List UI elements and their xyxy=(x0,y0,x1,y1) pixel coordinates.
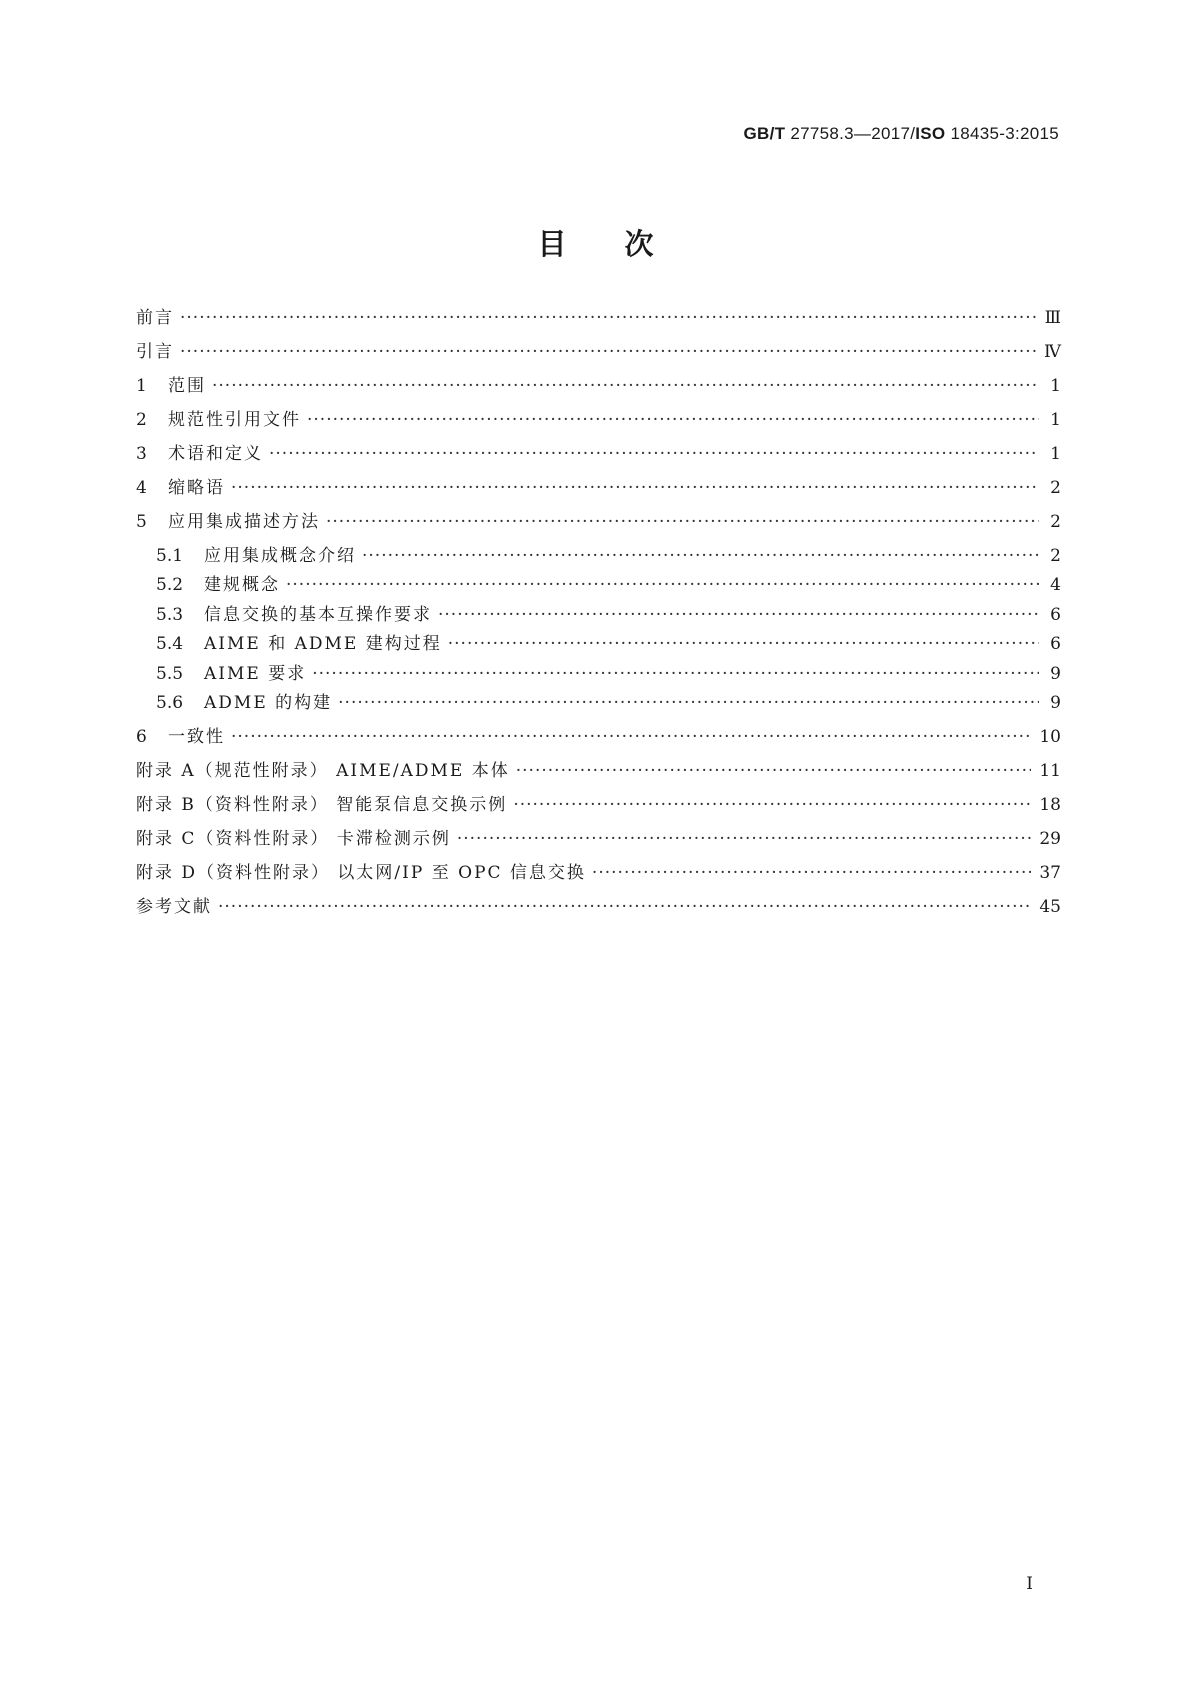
toc-entry-page: 37 xyxy=(1039,863,1061,883)
toc-entry-page: 2 xyxy=(1050,512,1061,532)
toc-entry-5-6[interactable] xyxy=(156,690,1061,716)
toc-entry-bibliography[interactable] xyxy=(136,894,1061,920)
page-title: 目次 xyxy=(537,227,712,261)
leader-dots xyxy=(448,631,1039,657)
leader-dots xyxy=(286,572,1039,598)
toc-entry-number: 5 xyxy=(136,512,147,532)
toc-entry-page: 9 xyxy=(1050,693,1061,713)
toc-entry-5-4[interactable] xyxy=(156,631,1061,657)
toc-entry-annex-d[interactable] xyxy=(136,860,1061,886)
toc-entry-annex-c[interactable] xyxy=(136,826,1061,852)
page-number: I xyxy=(1026,1574,1033,1594)
toc-entry-number: 3 xyxy=(136,444,147,464)
toc-entry-page: 4 xyxy=(1050,575,1061,595)
leader-dots xyxy=(312,661,1039,687)
toc-entry-5-2[interactable] xyxy=(156,572,1061,598)
toc-entry-page: 1 xyxy=(1050,410,1061,430)
toc-entry-page: 29 xyxy=(1039,829,1061,849)
toc-entry-number: 6 xyxy=(136,727,147,747)
toc-entry-number: 5.1 xyxy=(156,546,184,566)
leader-dots xyxy=(231,724,1031,750)
toc-entry-number: 5.6 xyxy=(156,693,184,713)
toc-entry-page: Ⅲ xyxy=(1044,308,1061,328)
toc-entry-label: AIME 和 ADME 建构过程 xyxy=(204,634,442,654)
toc-entry-label: 附录 A（规范性附录） AIME/ADME 本体 xyxy=(136,761,510,781)
toc-entry-label: 规范性引用文件 xyxy=(168,410,301,430)
toc-entry-introduction[interactable] xyxy=(136,339,1061,365)
toc-entry-scope[interactable] xyxy=(136,373,1061,399)
toc-entry-number: 2 xyxy=(136,410,147,430)
iso-number: 18435-3:2015 xyxy=(950,124,1059,143)
toc-entry-label: 附录 C（资料性附录） 卡滞检测示例 xyxy=(136,829,451,849)
standard-prefix: GB/T xyxy=(743,124,786,143)
toc-entry-page: 10 xyxy=(1039,727,1061,747)
toc-entry-label: 一致性 xyxy=(168,727,225,747)
leader-dots xyxy=(513,792,1031,818)
toc-entry-label: 前言 xyxy=(136,308,174,328)
toc-entry-number: 5.4 xyxy=(156,634,184,654)
toc-entry-section-5[interactable] xyxy=(136,509,1061,535)
toc-entry-label: 附录 D（资料性附录） 以太网/IP 至 OPC 信息交换 xyxy=(136,863,586,883)
leader-dots xyxy=(180,339,1036,365)
toc-entry-page: 1 xyxy=(1050,376,1061,396)
toc-entry-page: 2 xyxy=(1050,478,1061,498)
toc-entry-label: 信息交换的基本互操作要求 xyxy=(204,605,432,625)
leader-dots xyxy=(218,894,1031,920)
toc-entry-page: 9 xyxy=(1050,664,1061,684)
leader-dots xyxy=(457,826,1032,852)
toc-entry-page: 45 xyxy=(1039,897,1061,917)
toc-entry-page: 1 xyxy=(1050,444,1061,464)
toc-entry-label: ADME 的构建 xyxy=(204,693,333,713)
toc-entry-abbreviations[interactable] xyxy=(136,475,1061,501)
toc-entry-terms-definitions[interactable] xyxy=(136,441,1061,467)
leader-dots xyxy=(212,373,1039,399)
toc-entry-number: 4 xyxy=(136,478,147,498)
toc-entry-number: 5.3 xyxy=(156,605,184,625)
toc-entry-page: Ⅳ xyxy=(1044,342,1061,362)
toc-entry-foreword[interactable] xyxy=(136,305,1061,331)
leader-dots xyxy=(180,305,1037,331)
toc-entry-number: 1 xyxy=(136,376,147,396)
leader-dots xyxy=(592,860,1031,886)
leader-dots xyxy=(307,407,1039,433)
leader-dots xyxy=(326,509,1039,535)
toc-entry-page: 18 xyxy=(1039,795,1061,815)
toc-entry-conformance[interactable] xyxy=(136,724,1061,750)
toc-entry-page: 6 xyxy=(1050,634,1061,654)
toc-entry-label: 附录 B（资料性附录） 智能泵信息交换示例 xyxy=(136,795,508,815)
leader-dots xyxy=(269,441,1039,467)
toc-entry-normative-references[interactable] xyxy=(136,407,1061,433)
toc-entry-number: 5.2 xyxy=(156,575,184,595)
toc-entry-number: 5.5 xyxy=(156,664,184,684)
toc-entry-5-1[interactable] xyxy=(156,543,1061,569)
leader-dots xyxy=(338,690,1039,716)
toc-entry-5-3[interactable] xyxy=(156,602,1061,628)
leader-dots xyxy=(516,758,1032,784)
toc-entry-label: 范围 xyxy=(168,376,206,396)
leader-dots xyxy=(438,602,1039,628)
leader-dots xyxy=(362,543,1039,569)
toc-entry-label: 应用集成概念介绍 xyxy=(204,546,356,566)
toc-entry-label: 引言 xyxy=(136,342,174,362)
toc-entry-label: 参考文献 xyxy=(136,897,212,917)
toc-entry-label: 术语和定义 xyxy=(168,444,263,464)
toc-entry-page: 11 xyxy=(1039,761,1061,781)
toc-entry-label: 应用集成描述方法 xyxy=(168,512,320,532)
toc-entry-page: 6 xyxy=(1050,605,1061,625)
toc-entry-label: 建规概念 xyxy=(204,575,280,595)
toc-entry-page: 2 xyxy=(1050,546,1061,566)
toc-entry-5-5[interactable] xyxy=(156,661,1061,687)
toc-entry-annex-b[interactable] xyxy=(136,792,1061,818)
toc-entry-annex-a[interactable] xyxy=(136,758,1061,784)
iso-prefix: ISO xyxy=(915,124,946,143)
toc-entry-label: AIME 要求 xyxy=(204,664,307,684)
leader-dots xyxy=(231,475,1039,501)
toc-entry-label: 缩略语 xyxy=(168,478,225,498)
standard-number: 27758.3—2017/ xyxy=(790,124,916,143)
